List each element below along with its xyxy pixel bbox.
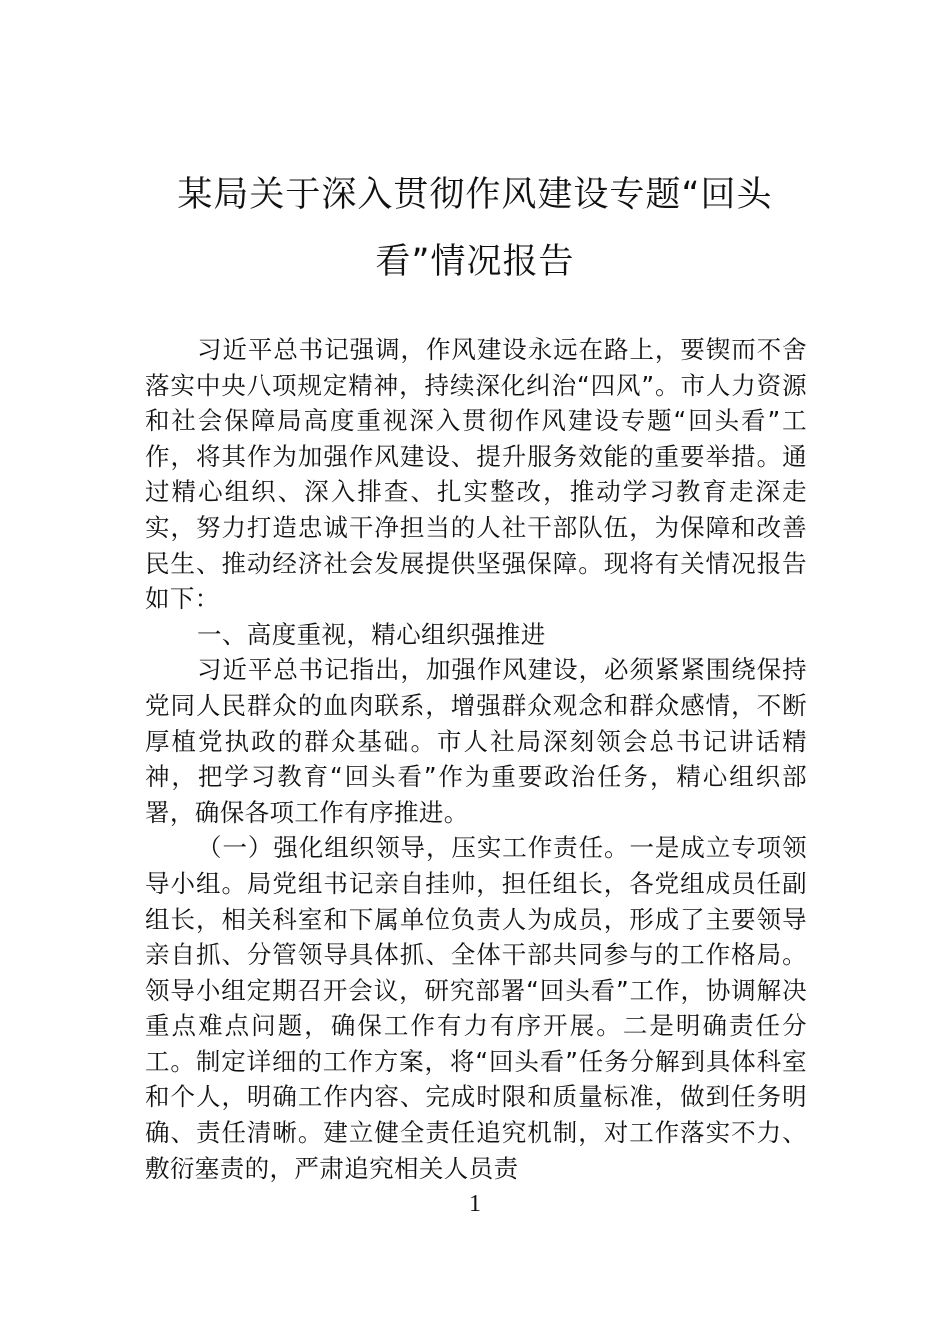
subsection-1-paragraph: （一）强化组织领导，压实工作责任。一是成立专项领导小组。局党组书记亲自挂帅，担任组长，各党组成员任副组长，相关科室和下属单位负责人为成员，形成了主要领导亲自抓、分管领导具体抓、全体干部共同参与的工作格局。领导小组定期召开会议，研究部署“回头看”工作，协调解决重点难点问题，确保工作有力有序开展。二是明确责任分工。制定详细的工作方案，将“回头看”任务分解到具体科室和个人，明确工作内容、完成时限和质量标准，做到任务明确、责任清晰。建立健全责任追究机制，对工作落实不力、敷衍塞责的，严肃追究相关人员责 (145, 833, 807, 1183)
section-1-paragraph: 习近平总书记指出，加强作风建设，必须紧紧围绕保持党同人民群众的血肉联系，增强群众观念和群众感情，不断厚植党执政的群众基础。市人社局深刻领会总书记讲话精神，把学习教育“回头看”作为重要政治任务，精心组织部署，确保各项工作有序推进。 (145, 655, 807, 827)
page-number: 1 (469, 1191, 481, 1217)
title-line-2: 看”情况报告 (375, 242, 575, 282)
document-title (120, 162, 830, 296)
document-body (145, 332, 807, 1186)
intro-paragraph: 习近平总书记强调，作风建设永远在路上，要锲而不舍落实中央八项规定精神，持续深化纠治“四风”。市人力资源和社会保障局高度重视深入贯彻作风建设专题“回头看”工作，将其作为加强作风建设、提升服务效能的重要举措。通过精心组织、深入排查、扎实整改，推动学习教育走深走实，努力打造忠诚干净担当的人社干部队伍，为保障和改善民生、推动经济社会发展提供坚强保障。现将有关情况报告如下： (145, 335, 807, 614)
title-line-1: 某局关于深入贯彻作风建设专题“回头 (177, 175, 773, 215)
section-heading-1: 一、高度重视，精心组织强推进 (197, 619, 546, 649)
